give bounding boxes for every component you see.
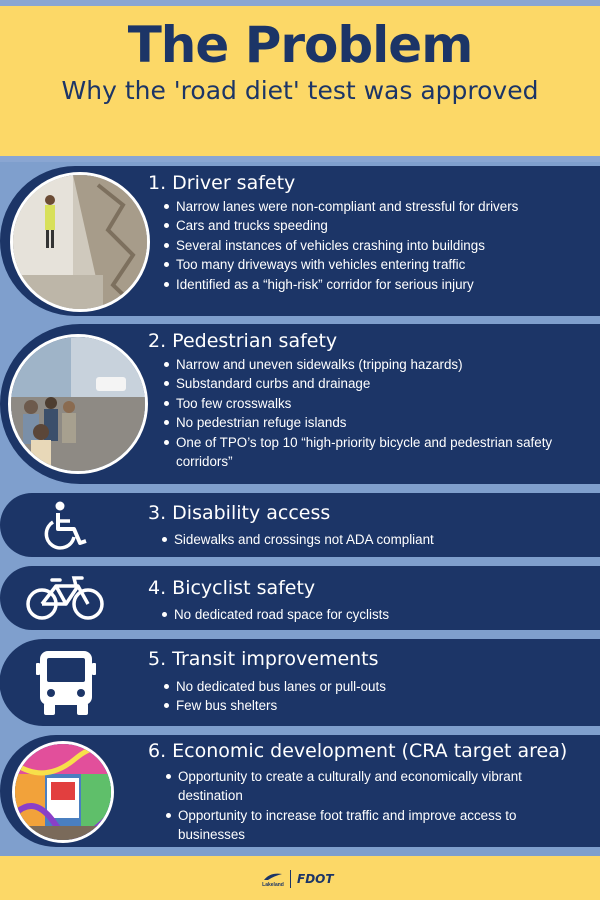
section-title: 4. Bicyclist safety xyxy=(148,577,316,599)
section-title: 5. Transit improvements xyxy=(148,648,379,670)
list-item: No dedicated road space for cyclists xyxy=(160,605,580,624)
page-title: The Problem xyxy=(127,16,473,74)
section-title: 6. Economic development (CRA target area) xyxy=(148,740,568,762)
list-item: Opportunity to increase foot traffic and improve access to businesses xyxy=(164,806,584,845)
header-divider xyxy=(0,156,600,162)
logo-divider xyxy=(290,870,291,888)
list-item: Few bus shelters xyxy=(162,696,582,715)
bullet-list xyxy=(162,677,582,716)
driver-safety-photo xyxy=(10,172,150,312)
section-economic-development xyxy=(0,735,600,847)
footer-logos xyxy=(262,868,334,890)
bullet-list xyxy=(162,197,592,294)
list-item: Opportunity to create a culturally and economically vibrant destination xyxy=(164,767,584,806)
section-title: 3. Disability access xyxy=(148,502,331,524)
list-item: Too many driveways with vehicles entering traffic xyxy=(162,255,592,274)
wheelchair-icon xyxy=(40,501,92,556)
header-banner xyxy=(0,6,600,156)
bus-icon xyxy=(36,649,96,722)
list-item: Identified as a “high-risk” corridor for serious injury xyxy=(162,275,592,294)
list-item: Several instances of vehicles crashing into buildings xyxy=(162,236,592,255)
list-item: No dedicated bus lanes or pull-outs xyxy=(162,677,582,696)
list-item: No pedestrian refuge islands xyxy=(162,413,582,432)
section-transit-improvements xyxy=(0,639,600,726)
list-item: Sidewalks and crossings not ADA compliant xyxy=(160,530,580,549)
bullet-list xyxy=(160,605,580,624)
section-driver-safety xyxy=(0,166,600,316)
page-subtitle: Why the 'road diet' test was approved xyxy=(61,76,539,105)
fdot-logo: FDOT xyxy=(297,872,334,886)
list-item: Substandard curbs and drainage xyxy=(162,374,582,393)
logo-left-text: Lakeland xyxy=(262,882,284,888)
list-item: Cars and trucks speeding xyxy=(162,216,592,235)
list-item: Narrow lanes were non-compliant and stressful for drivers xyxy=(162,197,592,216)
bullet-list xyxy=(162,355,582,471)
section-disability-access xyxy=(0,493,600,557)
section-cap xyxy=(0,493,40,557)
lakeland-logo xyxy=(262,870,284,888)
bullet-list xyxy=(160,530,580,549)
list-item: One of TPO’s top 10 “high-priority bicycle and pedestrian safety corridors” xyxy=(162,433,582,472)
pedestrian-safety-photo xyxy=(8,334,148,474)
section-pedestrian-safety xyxy=(0,324,600,484)
mural-photo xyxy=(12,741,114,843)
section-bicyclist-safety xyxy=(0,566,600,630)
bicycle-icon xyxy=(26,576,106,627)
footer-banner xyxy=(0,856,600,900)
bullet-list xyxy=(164,767,584,845)
section-title: 2. Pedestrian safety xyxy=(148,330,338,352)
list-item: Narrow and uneven sidewalks (tripping hazards) xyxy=(162,355,582,374)
section-title: 1. Driver safety xyxy=(148,172,296,194)
list-item: Too few crosswalks xyxy=(162,394,582,413)
